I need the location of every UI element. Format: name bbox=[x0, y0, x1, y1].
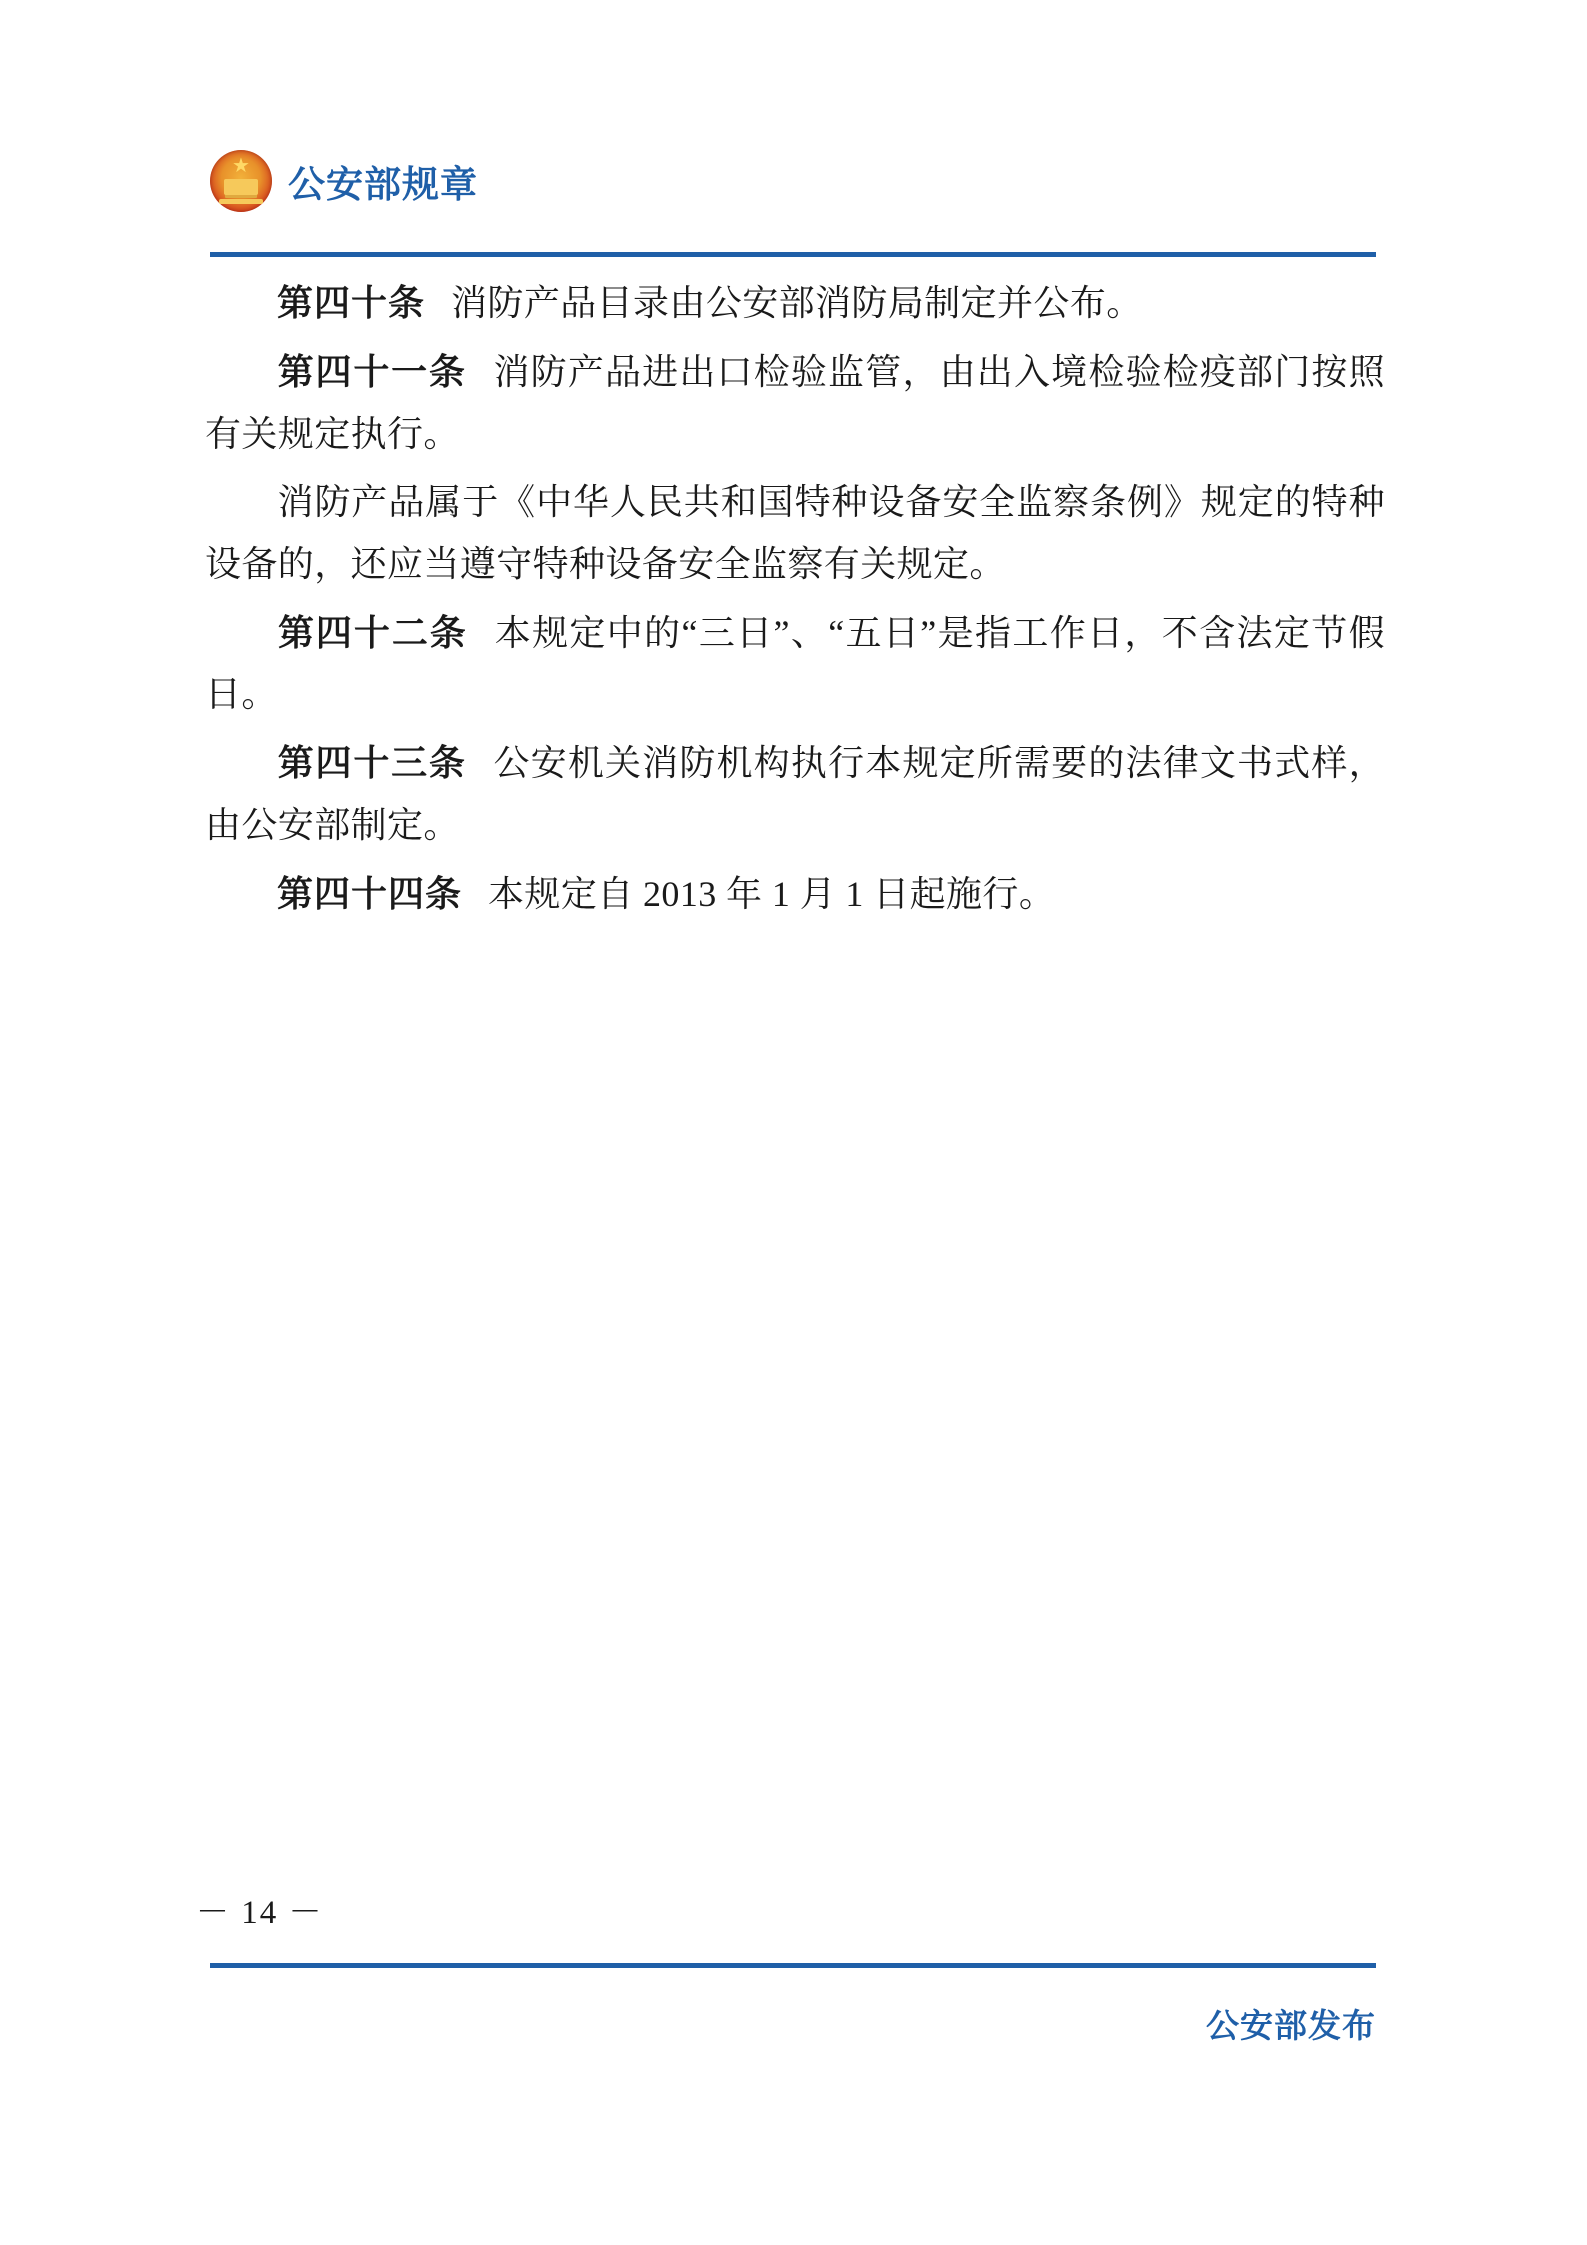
publisher-label: 公安部发布 bbox=[1206, 2007, 1376, 2044]
police-emblem-icon bbox=[210, 150, 272, 212]
paragraph bbox=[205, 341, 1385, 466]
footer-divider bbox=[210, 1963, 1376, 1968]
paragraph bbox=[205, 472, 1385, 596]
article-label: 第四十条 bbox=[277, 282, 426, 323]
document-body bbox=[205, 272, 1385, 932]
page-number: － 14 － bbox=[196, 1895, 324, 1931]
article-label: 第四十一条 bbox=[277, 350, 467, 392]
emblem-base-shape bbox=[219, 199, 263, 204]
paragraph-text: 消防产品目录由公安部消防局制定并公布。 bbox=[451, 283, 1143, 323]
paragraph-text: 消防产品进出口检验监管，由出入境检验检疫部门按照有关规定执行。 bbox=[205, 351, 1385, 454]
paragraph-text: 本规定自 2013 年 1 月 1 日起施行。 bbox=[488, 874, 1056, 915]
emblem-gate-shape bbox=[224, 179, 258, 195]
paragraph bbox=[205, 863, 1385, 926]
paragraph-text: 本规定中的“三日”、“五日”是指工作日，不含法定节假日。 bbox=[205, 612, 1385, 715]
paragraph-text: 公安机关消防机构执行本规定所需要的法律文书式样，由公安部制定。 bbox=[205, 743, 1385, 846]
paragraph bbox=[205, 602, 1385, 727]
header-divider bbox=[210, 252, 1376, 257]
paragraph bbox=[205, 272, 1385, 335]
emblem-star-icon: ★ bbox=[232, 155, 250, 178]
page-header bbox=[210, 150, 478, 212]
article-label: 第四十三条 bbox=[277, 742, 467, 784]
article-label: 第四十二条 bbox=[277, 611, 468, 653]
header-title: 公安部规章 bbox=[288, 164, 478, 205]
paragraph bbox=[205, 732, 1385, 857]
article-label: 第四十四条 bbox=[277, 873, 463, 915]
paragraph-text: 消防产品属于《中华人民共和国特种设备安全监察条例》规定的特种设备的，还应当遵守特种设备安全监察有关规定。 bbox=[205, 481, 1385, 584]
